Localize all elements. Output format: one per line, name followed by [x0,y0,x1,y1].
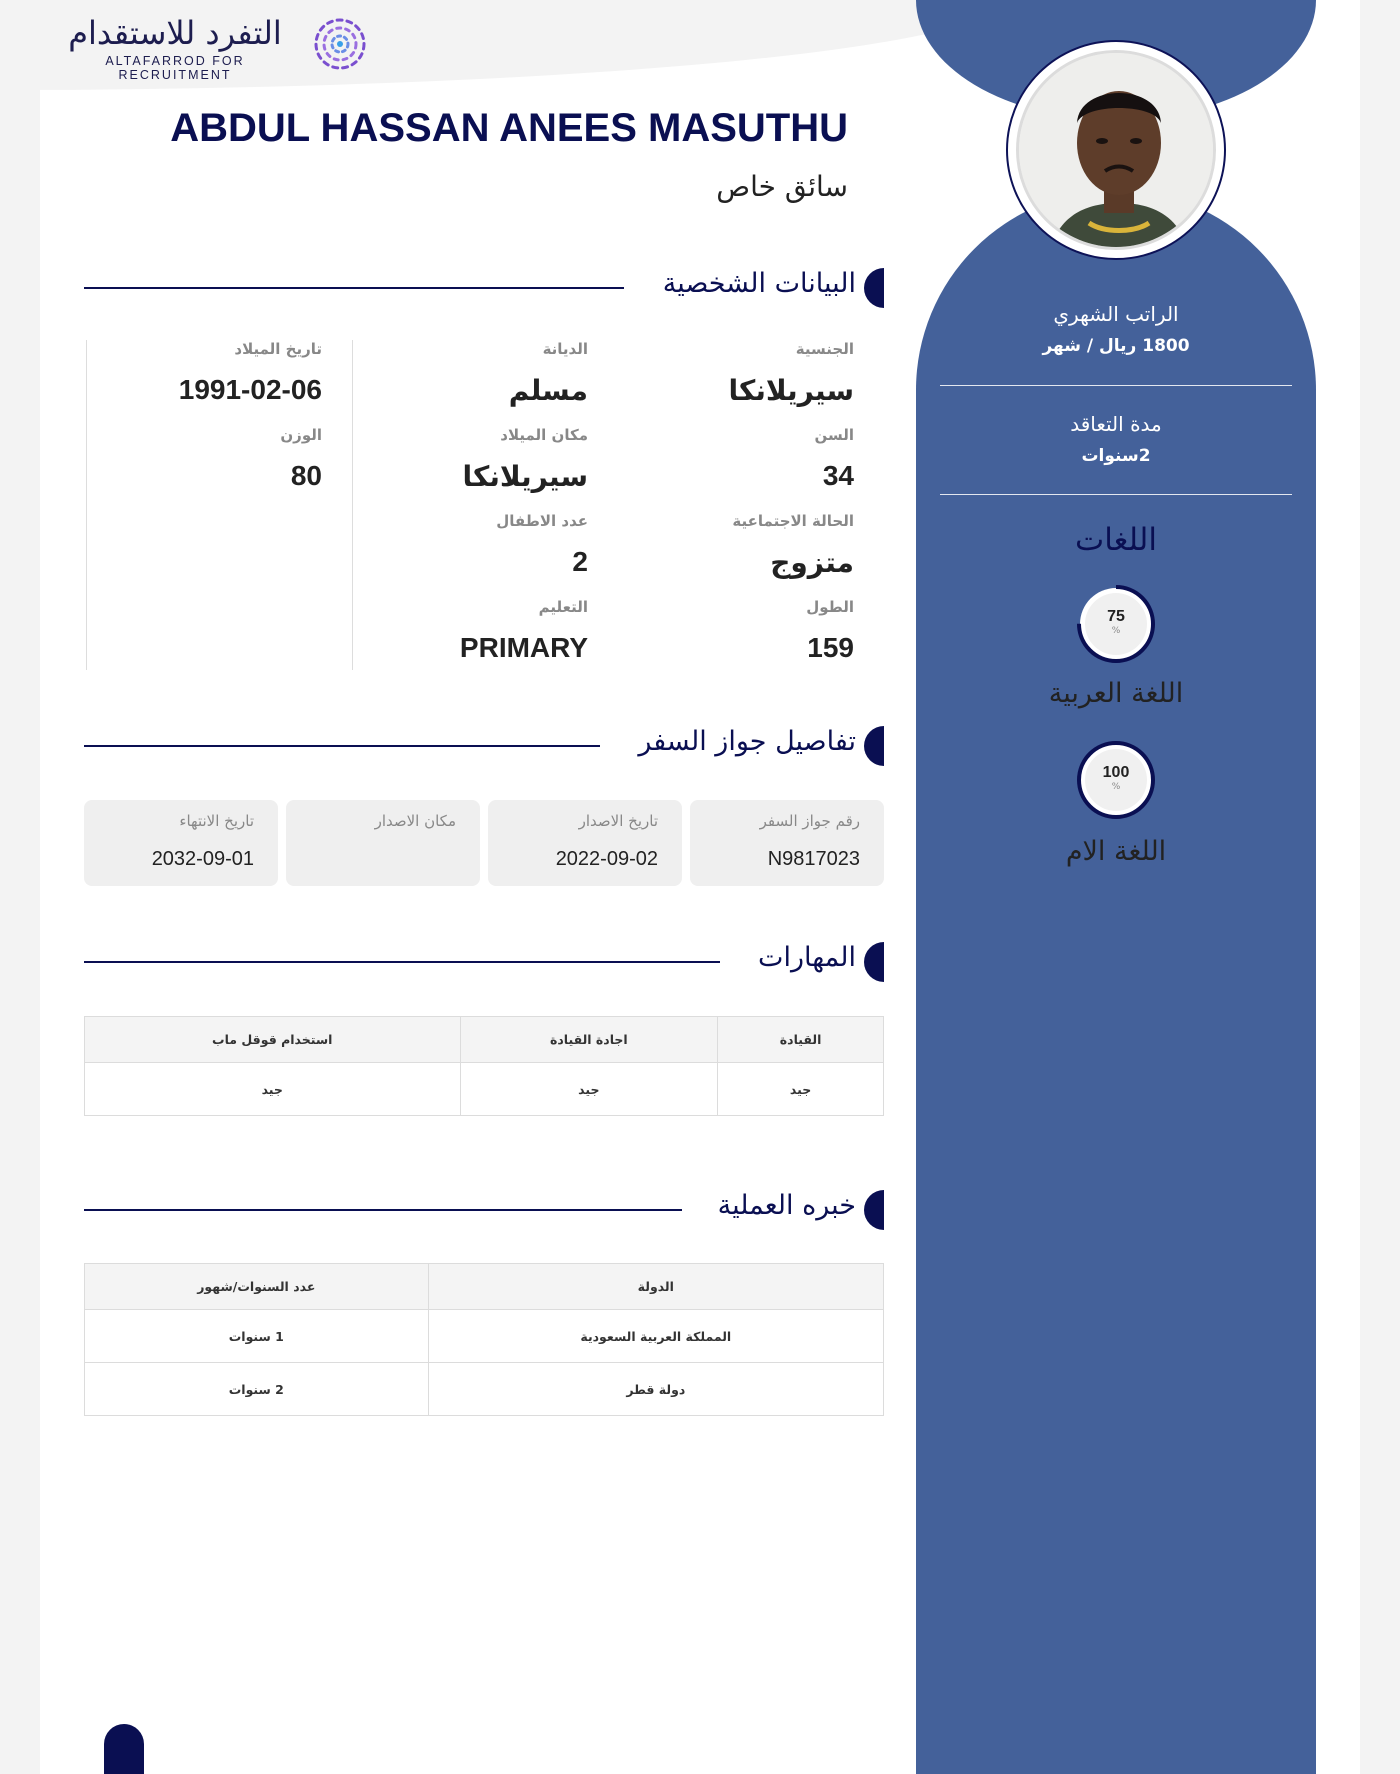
experience-table [84,1263,884,1416]
field-label: الجنسية [795,340,854,358]
language-name: اللغة الام [1065,836,1167,867]
profile-photo-frame [1006,40,1226,260]
company-logo [60,14,360,82]
logo-mark-icon [312,16,368,72]
job-title: سائق خاص [716,170,848,203]
section-title: البيانات الشخصية [662,268,856,299]
gauge-value: 100 [1102,764,1130,781]
field-value: N9817023 [767,848,860,870]
passport-expiry-date-box [84,800,278,886]
field-label: الطول [806,598,854,616]
field-value: PRIMARY [459,632,588,663]
footer-marker [104,1724,144,1774]
table-cell: جيد [460,1063,718,1116]
marital-field [624,512,854,579]
section-title: تفاصيل جواز السفر [638,726,856,757]
table-row [85,1063,884,1116]
info-column [618,340,884,670]
field-label: رقم جواز السفر [759,812,860,830]
field-value: سيريلانكا [728,374,854,407]
field-value: متزوج [770,546,854,579]
field-value: 34 [822,460,854,491]
person-portrait-icon [1019,53,1216,250]
height-field [624,598,854,664]
section-marker [864,268,884,308]
field-label: تاريخ الميلاد [234,340,322,358]
section-marker [864,1190,884,1230]
table-header-cell: اجادة القيادة [460,1017,718,1063]
field-value: مسلم [508,374,588,407]
logo-arabic-name: التفرد للاستقدام [68,14,282,52]
section-marker [864,942,884,982]
info-column [352,340,618,670]
field-value: 80 [290,460,322,491]
passport-section-header [84,724,884,768]
table-header-cell: القيادة [718,1017,884,1063]
table-header-row [85,1017,884,1063]
birth-place-field [358,426,588,493]
languages-title: اللغات [1075,522,1157,558]
gauge-unit: % [1111,782,1121,792]
education-field [358,598,588,664]
cv-page [40,0,1360,1774]
section-rule [84,745,600,747]
section-marker [864,726,884,766]
field-value: 1991-02-06 [178,374,322,405]
logo-english-name: ALTAFARROD FOR RECRUITMENT [105,54,245,82]
field-label: السن [814,426,854,444]
section-title: المهارات [758,942,856,973]
field-label: مكان الاصدار [374,812,456,830]
table-cell: جيد [718,1063,884,1116]
contract-label: مدة التعاقد [1070,412,1162,436]
field-value: 2022-09-02 [555,848,658,870]
salary-label: الراتب الشهري [1053,302,1179,326]
children-field [358,512,588,578]
table-cell: 1 سنوات [85,1310,429,1363]
table-row [85,1310,884,1363]
field-label: مكان الميلاد [500,426,588,444]
birth-date-field [92,340,322,406]
gauge-value: 75 [1107,608,1125,625]
language-gauge [1076,740,1156,820]
field-value: سيريلانكا [462,460,588,493]
table-header-cell: استخدام قوقل ماب [85,1017,461,1063]
weight-field [92,426,322,492]
profile-photo [1016,50,1216,250]
field-label: التعليم [538,598,588,616]
language-gauge [1076,584,1156,664]
table-row [85,1363,884,1416]
contract-value: 2سنوات [1081,446,1151,466]
section-rule [84,1209,682,1211]
passport-number-box [690,800,884,886]
table-cell: جيد [85,1063,461,1116]
personal-section-header [84,266,884,310]
section-title: خبره العملية [717,1190,856,1221]
field-label: عدد الاطفال [496,512,588,530]
table-header-cell: الدولة [428,1264,883,1310]
sidebar-divider [940,494,1292,495]
table-cell: المملكة العربية السعودية [428,1310,883,1363]
gauge-unit: % [1111,626,1121,636]
sidebar [916,0,1316,1774]
table-cell: دولة قطر [428,1363,883,1416]
field-value: 2 [572,546,588,577]
info-column [86,340,352,670]
language-name: اللغة العربية [1048,678,1184,709]
section-rule [84,961,720,963]
table-header-cell: عدد السنوات/شهور [85,1264,429,1310]
field-label: تاريخ الانتهاء [179,812,254,830]
passport-issue-place-box [286,800,480,886]
sidebar-divider [940,385,1292,386]
field-label: الوزن [280,426,322,444]
field-value: 159 [807,632,854,663]
age-field [624,426,854,492]
field-label: الحالة الاجتماعية [732,512,854,530]
field-label: الديانة [542,340,588,358]
field-value: 2032-09-01 [151,848,254,870]
passport-issue-date-box [488,800,682,886]
field-label: تاريخ الاصدار [578,812,658,830]
candidate-name: ABDUL HASSAN ANEES MASUTHU [170,106,848,150]
skills-section-header [84,940,884,984]
experience-section-header [84,1188,884,1232]
section-rule [84,287,624,289]
table-cell: 2 سنوات [85,1363,429,1416]
salary-value: 1800 ريال / شهر [1042,336,1190,356]
religion-field [358,340,588,407]
nationality-field [624,340,854,407]
table-header-row [85,1264,884,1310]
skills-table [84,1016,884,1116]
